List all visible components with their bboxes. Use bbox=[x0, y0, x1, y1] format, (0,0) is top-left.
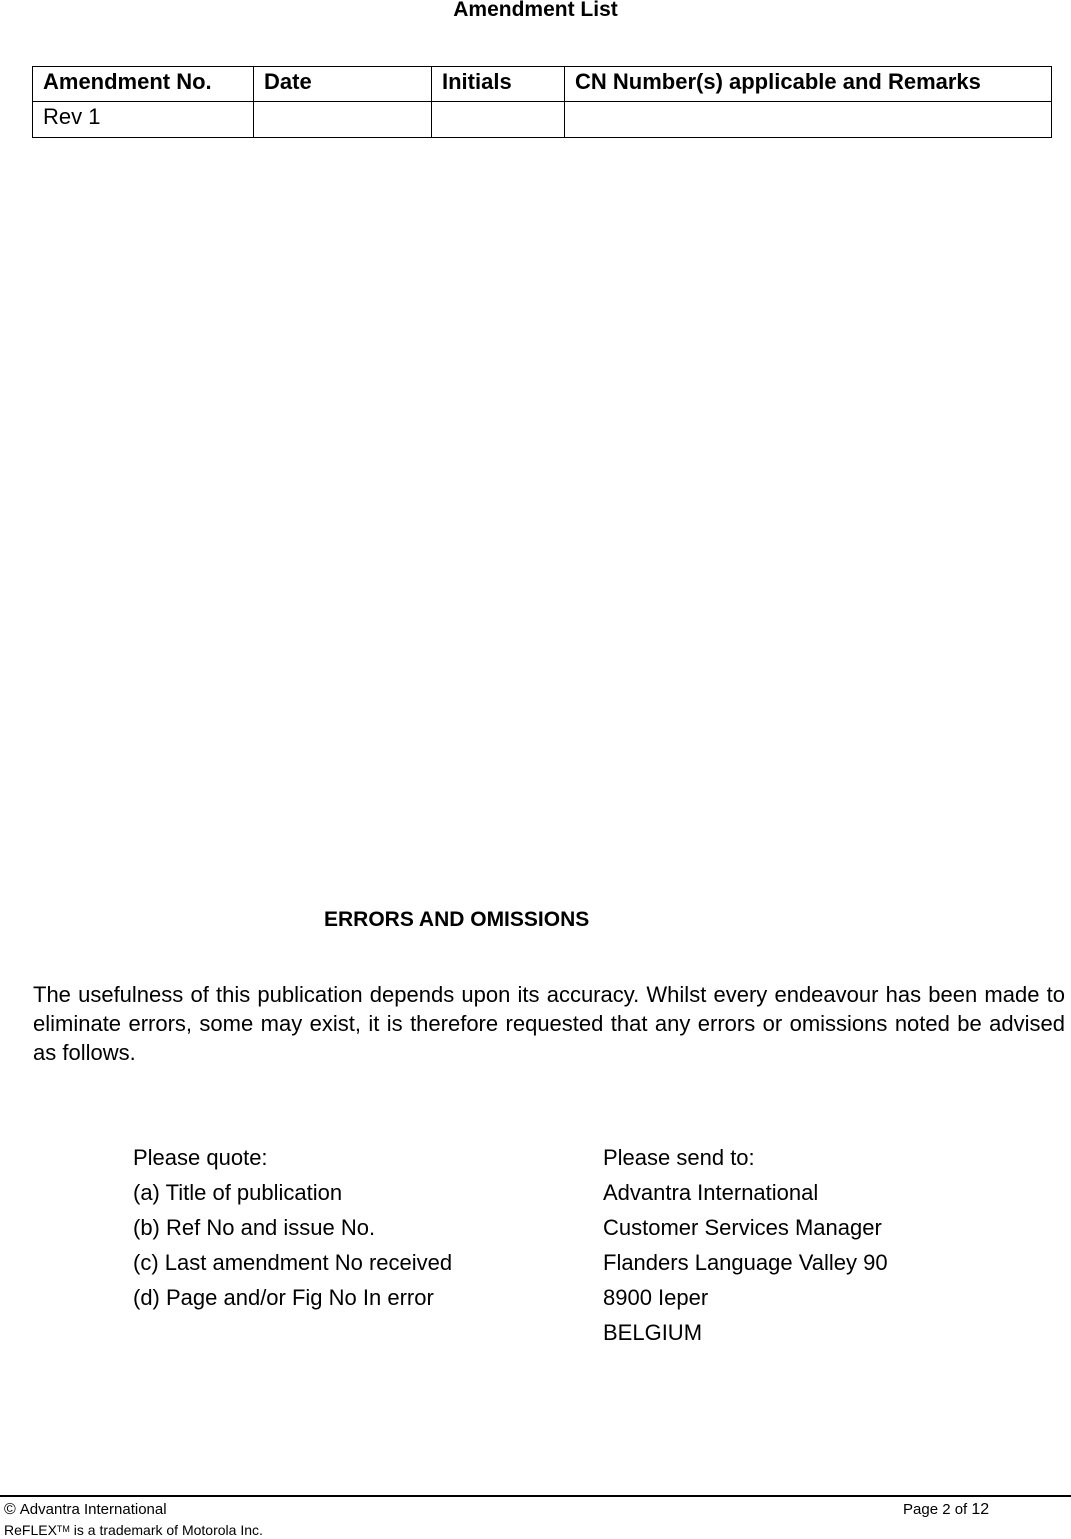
trademark-text: is a trademark of Motorola Inc. bbox=[69, 1522, 263, 1538]
list-item: (b) Ref No and issue No. bbox=[133, 1215, 376, 1240]
cell-cn-remarks bbox=[565, 102, 1052, 138]
tm-symbol: TM bbox=[56, 1524, 70, 1534]
address-line: BELGIUM bbox=[603, 1320, 703, 1345]
address-line: Customer Services Manager bbox=[603, 1215, 882, 1240]
table-row bbox=[33, 102, 1052, 138]
amendment-table bbox=[32, 66, 1052, 138]
list-item: (c) Last amendment No received bbox=[133, 1250, 453, 1275]
errors-heading: ERRORS AND OMISSIONS bbox=[324, 908, 590, 931]
column-header-cn-remarks: CN Number(s) applicable and Remarks bbox=[565, 67, 1052, 102]
table-header-row bbox=[33, 67, 1052, 102]
column-header-date: Date bbox=[254, 67, 432, 102]
page-total: 12 bbox=[971, 1501, 990, 1518]
errors-paragraph: The usefulness of this publication depends upon its accuracy. Whilst every endeavour has been made to eliminate errors, some may exist, it is therefore requested that any errors or omissions noted be advised as follows. bbox=[33, 982, 1065, 1065]
trademark-name: ReFLEX bbox=[4, 1522, 57, 1538]
footer-copyright bbox=[4, 1501, 167, 1519]
list-item: (d) Page and/or Fig No In error bbox=[133, 1285, 434, 1310]
trademark-notice bbox=[4, 1522, 263, 1538]
send-to-address bbox=[603, 1140, 888, 1350]
list-item: (a) Title of publication bbox=[133, 1180, 343, 1205]
column-header-initials: Initials bbox=[432, 67, 565, 102]
page-title: Amendment List bbox=[453, 0, 618, 21]
send-to-heading: Please send to: bbox=[603, 1145, 755, 1170]
footer-divider bbox=[0, 1495, 1071, 1497]
address-line: 8900 Ieper bbox=[603, 1285, 709, 1310]
copyright-icon: © bbox=[4, 1501, 16, 1518]
cell-initials bbox=[432, 102, 565, 138]
page-prefix: Page 2 of bbox=[903, 1501, 968, 1518]
please-quote-heading: Please quote: bbox=[133, 1145, 268, 1170]
please-quote-list bbox=[133, 1140, 452, 1315]
cell-amendment-no: Rev 1 bbox=[33, 102, 254, 138]
address-line: Flanders Language Valley 90 bbox=[603, 1250, 888, 1275]
address-line: Advantra International bbox=[603, 1180, 819, 1205]
page-number bbox=[903, 1501, 989, 1519]
footer-company: Advantra International bbox=[19, 1501, 167, 1518]
cell-date bbox=[254, 102, 432, 138]
column-header-amendment-no: Amendment No. bbox=[33, 67, 254, 102]
